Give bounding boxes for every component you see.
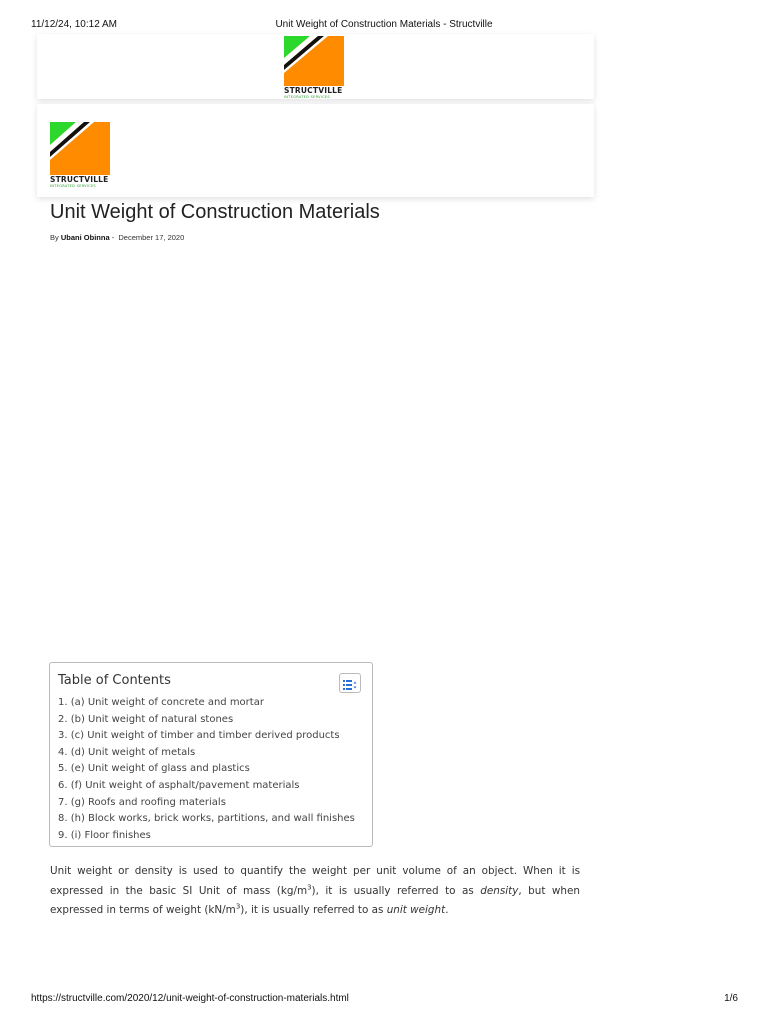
emphasis-density: density: [480, 884, 519, 897]
site-header-banner: [37, 34, 594, 99]
site-logo-link-secondary[interactable]: [50, 122, 110, 188]
print-url: https://structville.com/2020/12/unit-weight-of-construction-materials.html: [31, 993, 349, 1004]
logo-wordmark: STRUCTVILLE: [50, 175, 109, 184]
logo-tagline: INTEGRATED SERVICES: [50, 184, 96, 188]
print-page-number: 1/6: [724, 993, 738, 1004]
site-header-logo-bar: [37, 104, 594, 197]
emphasis-unit-weight: unit weight: [386, 904, 446, 916]
logo-tagline: INTEGRATED SERVICES: [284, 95, 330, 99]
intro-paragraph: [50, 862, 580, 921]
toc-item[interactable]: [58, 712, 355, 729]
structville-logo-icon: [50, 122, 110, 175]
author-link[interactable]: Ubani Obinna: [60, 233, 110, 242]
toc-link[interactable]: 6. (f) Unit weight of asphalt/pavement materials: [58, 779, 300, 791]
toc-item[interactable]: [58, 761, 355, 778]
toc-link[interactable]: 9. (i) Floor finishes: [58, 829, 151, 841]
article-byline: [50, 233, 184, 242]
superscript: 3: [235, 902, 241, 911]
toc-item[interactable]: [58, 695, 355, 712]
article-title: Unit Weight of Construction Materials: [50, 201, 380, 223]
by-label: By: [50, 233, 59, 242]
byline-separator: -: [111, 233, 115, 242]
print-header: [0, 19, 768, 33]
structville-logo-icon: [284, 36, 344, 86]
print-datetime: 11/12/24, 10:12 AM: [31, 19, 117, 30]
toc-item[interactable]: [58, 795, 355, 812]
intro-text: Unit weight or density is used to quantify the weight per unit volume of an object. When it is expressed in the basic SI Unit of mass (kg/m: [50, 865, 580, 897]
toc-item[interactable]: [58, 745, 355, 762]
toc-heading: Table of Contents: [58, 673, 171, 688]
toc-item[interactable]: [58, 828, 355, 845]
toc-item[interactable]: [58, 728, 355, 745]
toc-link[interactable]: 7. (g) Roofs and roofing materials: [58, 796, 226, 808]
toc-list: [58, 695, 355, 844]
intro-text: ), it is usually referred to as: [311, 884, 481, 897]
toc-toggle-button[interactable]: [339, 673, 361, 693]
superscript: 3: [307, 883, 312, 892]
article-date: December 17, 2020: [118, 233, 185, 242]
toc-link[interactable]: 3. (c) Unit weight of timber and timber derived products: [58, 730, 340, 742]
toc-link[interactable]: 5. (e) Unit weight of glass and plastics: [58, 763, 250, 775]
toc-link[interactable]: 8. (h) Block works, brick works, partitions, and wall finishes: [58, 813, 355, 825]
print-footer: [0, 993, 768, 1007]
toc-link[interactable]: 4. (d) Unit weight of metals: [58, 746, 196, 758]
intro-text: , but when expressed in terms of weight (kN/m: [50, 884, 580, 916]
toc-link[interactable]: 1. (a) Unit weight of concrete and mortar: [58, 697, 264, 708]
intro-text: .: [445, 904, 449, 916]
toc-item[interactable]: [58, 811, 355, 828]
print-page-title: Unit Weight of Construction Materials - Structville: [275, 19, 493, 30]
intro-text: ), it is usually referred to as: [240, 904, 387, 916]
list-toggle-icon: [343, 680, 357, 690]
site-logo-link[interactable]: [284, 36, 344, 99]
toc-item[interactable]: [58, 778, 355, 795]
toc-link[interactable]: 2. (b) Unit weight of natural stones: [58, 713, 234, 725]
table-of-contents: [49, 662, 373, 847]
logo-wordmark: STRUCTVILLE: [284, 86, 343, 95]
